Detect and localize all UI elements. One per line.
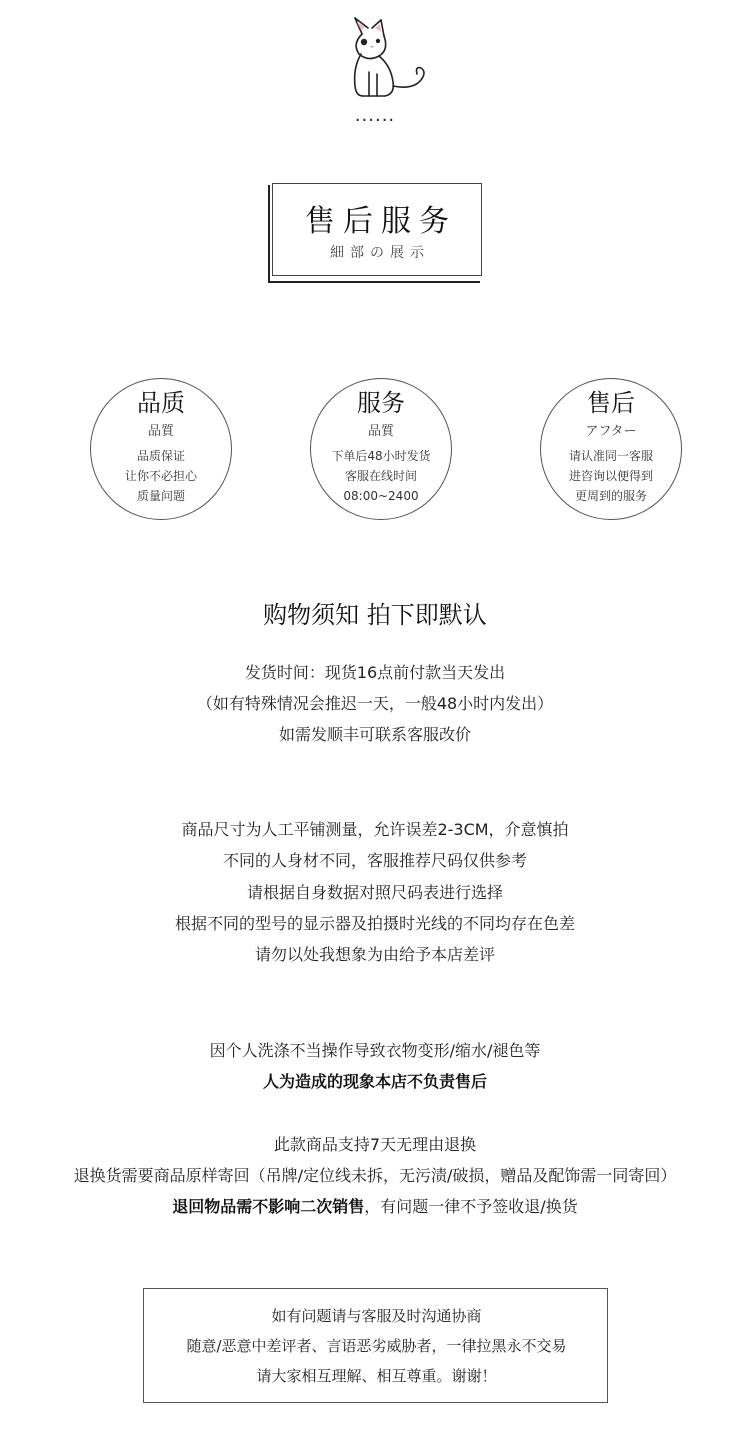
- section-title: 售后服务: [305, 204, 457, 239]
- circle-line: 质量问题: [136, 489, 185, 503]
- cat-illustration-icon: [335, 10, 435, 105]
- circle-line: 请认准同一客服: [568, 449, 653, 463]
- shipping-line: 如需发顺丰可联系客服改价: [278, 725, 471, 744]
- care-warning: 人为造成的现象本店不负责售后: [262, 1072, 487, 1091]
- circle-title: 售后: [587, 389, 635, 417]
- circle-line: 让你不必担心: [124, 469, 197, 483]
- quality-circle: [90, 378, 232, 520]
- care-line: 因个人洗涤不当操作导致衣物变形/缩水/褪色等: [209, 1041, 541, 1060]
- returns-line: 此款商品支持7天无理由退换: [273, 1135, 477, 1154]
- shipping-line: （如有特殊情况会推迟一天，一般48小时内发出）: [196, 694, 554, 713]
- shipping-line: 发货时间：现货16点前付款当天发出: [244, 663, 506, 682]
- circle-line: 下单后48小时发货: [331, 449, 431, 463]
- after-sales-circle: [540, 378, 682, 520]
- size-line: 不同的人身材不同，客服推荐尺码仅供参考: [222, 851, 527, 870]
- circle-line: 08:00~2400: [343, 489, 419, 503]
- circle-line: 品质保证: [136, 449, 185, 463]
- returns-line: 退换货需要商品原样寄回（吊牌/定位线未拆，无污渍/破损，赠品及配饰需一同寄回）: [73, 1166, 677, 1185]
- notice-box: [143, 1288, 608, 1403]
- returns-warning: 退回物品需不影响二次销售: [172, 1197, 365, 1216]
- returns-line: [0, 1196, 750, 1218]
- service-circle: [310, 378, 452, 520]
- decorative-dots: ······: [354, 110, 396, 131]
- circle-subtitle: 品質: [367, 424, 394, 439]
- notice-box-line: 随意/恶意中差评者、言语恶劣威胁者，一律拉黑永不交易: [186, 1337, 567, 1355]
- circle-line: 进咨询以便得到: [568, 469, 653, 483]
- section-subtitle: 細部の展示: [330, 245, 430, 261]
- circle-description: [91, 446, 231, 506]
- circle-description: [541, 446, 681, 506]
- returns-line-rest: ，有问题一律不予签收退/换货: [364, 1197, 578, 1216]
- notice-box-line: 如有问题请与客服及时沟通协商: [271, 1307, 482, 1325]
- notice-heading: 购物须知 拍下即默认: [263, 601, 487, 629]
- circle-description: [311, 446, 451, 506]
- size-line: 根据不同的型号的显示器及拍摄时光线的不同均存在色差: [174, 914, 575, 933]
- circle-title: 品质: [137, 389, 185, 417]
- circle-subtitle: 品質: [147, 424, 174, 439]
- notice-box-line: 请大家相互理解、相互尊重。谢谢！: [256, 1367, 497, 1385]
- circle-title: 服务: [357, 389, 405, 417]
- size-line: 请勿以处我想象为由给予本店差评: [254, 945, 495, 964]
- size-line: 请根据自身数据对照尺码表进行选择: [246, 883, 503, 902]
- circle-subtitle: アフター: [585, 424, 637, 439]
- size-line: 商品尺寸为人工平铺测量，允许误差2-3CM，介意慎拍: [181, 820, 569, 839]
- circle-line: 更周到的服务: [574, 489, 647, 503]
- circle-line: 客服在线时间: [344, 469, 417, 483]
